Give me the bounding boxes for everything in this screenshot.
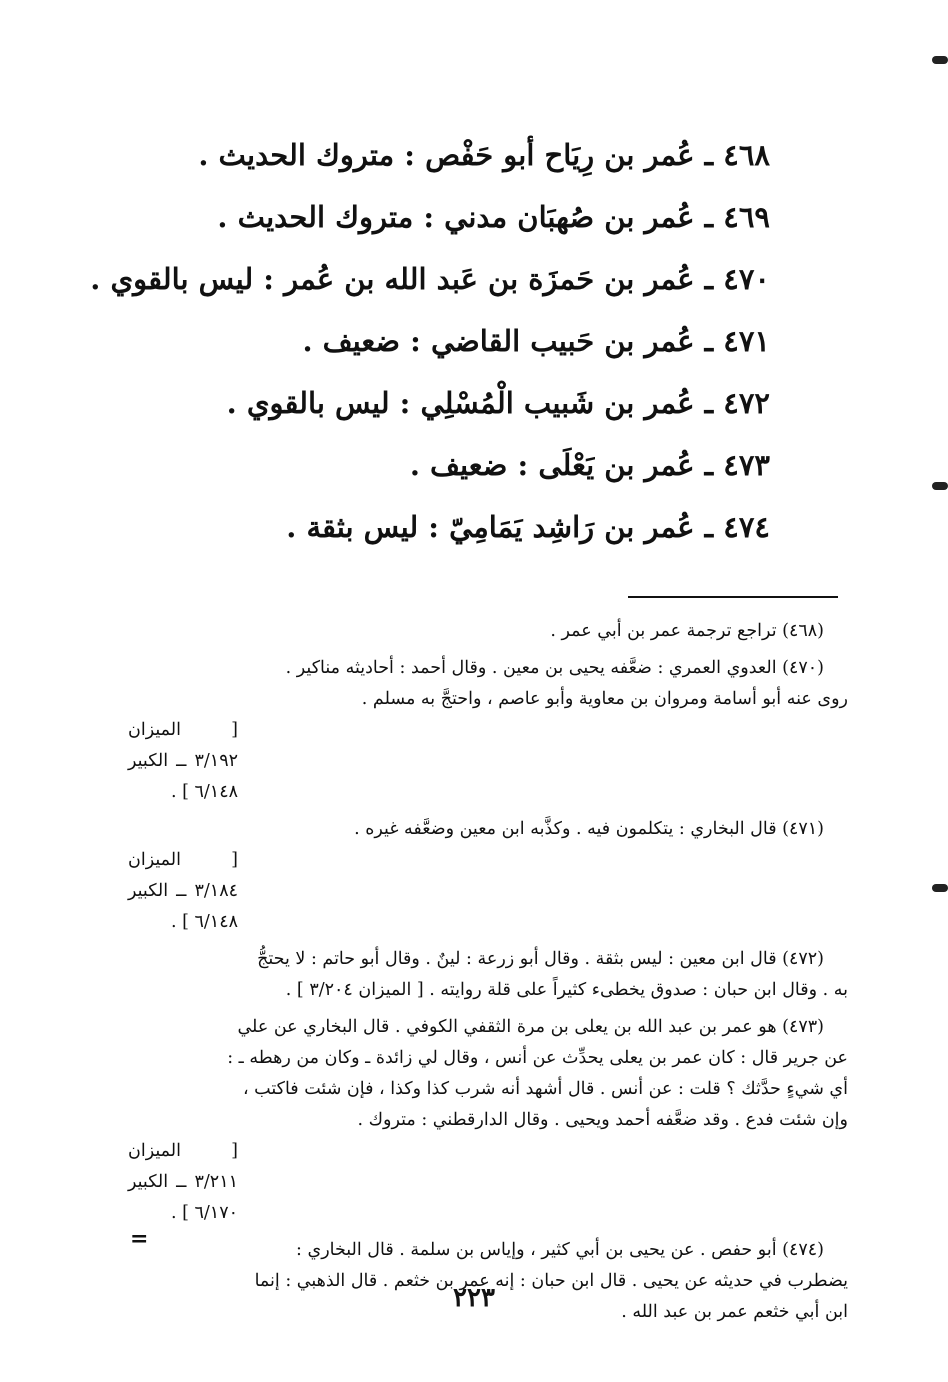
entry-text: عُمر بن صُهبَان مدني : متروك الحديث . [217, 200, 695, 234]
footnote [128, 1235, 848, 1328]
footnote-source: [ الميزان ٣/١٩٢ ــ الكبير ٦/١٤٨ ] . [128, 720, 238, 802]
entry-row [150, 128, 770, 190]
entry-list [90, 128, 770, 562]
footnote-line: عن جرير قال : كان عمر بن يعلى يحدِّث عن أنس ، وقال لي زائدة ـ وكان من رهطه ـ : [227, 1048, 848, 1068]
footnote-source: [ الميزان ٣/١٨٤ ــ الكبير ٦/١٤٨ ] . [128, 850, 238, 932]
entry-number: ٤٧٤ [723, 510, 770, 544]
entry-number: ٤٧٠ [723, 262, 770, 296]
scan-edge-mark [932, 482, 948, 490]
entry-row [150, 438, 770, 500]
entry-row [150, 190, 770, 252]
entry-number: ٤٦٨ [723, 138, 770, 172]
footnote-line: وإن شئت فدع . وقد ضعَّفه أحمد ويحيى . وقال الدارقطني : متروك . [357, 1110, 848, 1130]
footnote-line: أي شيءٍ حدَّثك ؟ قلت : عن أنس . قال أشهد أنه شرب كذا وكذا ، فإن شئت فاكتب ، [242, 1079, 848, 1099]
footnote-separator [628, 596, 838, 598]
entry-text: عُمر بن رَاشِد يَمَامِيّ : ليس بثقة . [286, 510, 695, 544]
footnote [128, 814, 848, 938]
entry-number: ٤٧٣ [723, 448, 770, 482]
footnote [128, 653, 848, 808]
entry-dash: ـ [694, 262, 724, 296]
footnote-line: (٤٧٣) هو عمر بن عبد الله بن يعلى بن مرة الثقفي الكوفي . قال البخاري عن علي [237, 1017, 824, 1037]
footnote-line: ابن أبي خثعم عمر بن عبد الله . [621, 1302, 848, 1322]
footnotes [128, 616, 848, 1334]
footnote [128, 944, 848, 1006]
entry-dash: ـ [694, 200, 724, 234]
page-number: ٢٢٣ [453, 1283, 495, 1313]
entry-dash: ـ [694, 324, 724, 358]
entry-row [150, 314, 770, 376]
entry-row [150, 376, 770, 438]
entry-row [150, 500, 770, 562]
footnote-line: (٤٧٠) العدوي العمري : ضعَّفه يحيى بن معين . وقال أحمد : أحاديثه مناكير . [285, 658, 824, 678]
entry-dash: ـ [694, 138, 724, 172]
footnote-line: يضطرب في حديثه عن يحيى . قال ابن حبان : إنه عمر بن خثعم . قال الذهبي : إنما [254, 1271, 848, 1291]
entry-text: عُمر بن حَبيب القاضي : ضعيف . [302, 324, 695, 358]
entry-dash: ـ [694, 510, 724, 544]
entry-row [90, 252, 770, 314]
footnote-line: (٤٦٨) تراجع ترجمة عمر بن أبي عمر . [550, 621, 824, 641]
footnote-line: (٤٧٤) أبو حفص . عن يحيى بن أبي كثير ، وإياس بن سلمة . قال البخاري : [296, 1240, 824, 1260]
scan-edge-mark [932, 56, 948, 64]
continuation-mark: = [130, 1226, 149, 1252]
entry-dash: ـ [694, 386, 724, 420]
scan-edge-mark [932, 884, 948, 892]
footnote [128, 616, 848, 647]
entry-text: عُمر بن رِيَاح أبو حَفْص : متروك الحديث . [198, 138, 695, 172]
footnote-line: روى عنه أبو أسامة ومروان بن معاوية وأبو عاصم ، واحتجَّ به مسلم . [361, 689, 848, 709]
footnote [128, 1012, 848, 1229]
entry-text: عُمر بن شَبيب الْمُسْلِي : ليس بالقوي . [226, 386, 695, 420]
entry-text: عُمر بن يَعْلَى : ضعيف . [409, 448, 695, 482]
entry-number: ٤٦٩ [723, 200, 770, 234]
footnote-line: به . وقال ابن حبان : صدوق يخطىء كثيراً على قلة روايته . [ الميزان ٣/٢٠٤ ] . [285, 980, 848, 1000]
footnote-line: (٤٧٢) قال ابن معين : ليس بثقة . وقال أبو زرعة : لينٌ . وقال أبو حاتم : لا يحتجُّ [257, 949, 824, 969]
entry-text: عُمر بن حَمزَة بن عَبد الله بن عُمر : ليس بالقوي . [90, 262, 695, 296]
footnote-line: (٤٧١) قال البخاري : يتكلمون فيه . وكذَّبه ابن معين وضعَّفه غيره . [354, 819, 824, 839]
entry-number: ٤٧١ [723, 324, 770, 358]
entry-dash: ـ [694, 448, 724, 482]
entry-number: ٤٧٢ [723, 386, 770, 420]
footnote-source: [ الميزان ٣/٢١١ ــ الكبير ٦/١٧٠ ] . [128, 1141, 238, 1223]
